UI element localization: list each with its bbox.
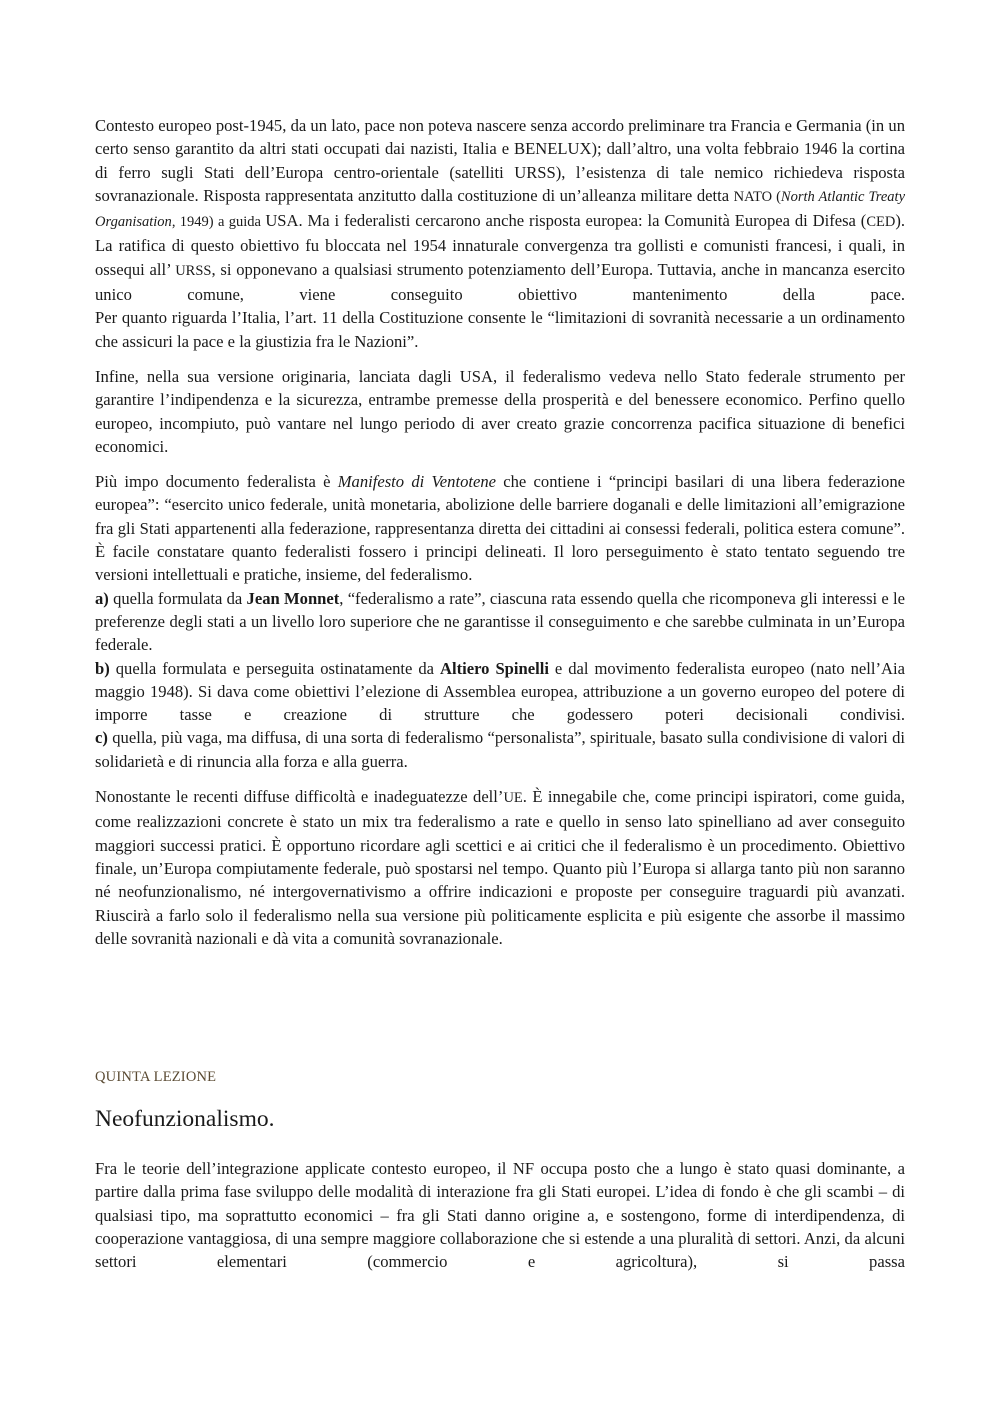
document-body-continued — [95, 1157, 905, 1273]
list-item-personalist: c) quella, più vaga, ma diffusa, di una sorta di federalismo “personalista”, spirituale, basato sulla condivisione di valori di solidarietà e di rinuncia alla forza e alla guerra. — [95, 728, 905, 771]
paragraph-federalism-origin: Infine, nella sua versione originaria, lanciata dagli USA, il federalismo vedeva nello Stato federale strumento per garantire l’indipendenza e la sicurezza, entrambe premesse della prosperità e del benessere economico. Perfino quello europeo, incompiuto, può vantare nel lungo periodo di aver creato grazie concorrenza pacifica situazione di benefici economici. — [95, 366, 905, 456]
lesson-title: Neofunzionalismo. — [95, 1106, 275, 1132]
document-body — [95, 114, 905, 962]
list-item-spinelli: b) quella formulata e perseguita ostinatamente da Altiero Spinelli e dal movimento federalista europeo (nato nell’Aia maggio 1948). Si dava come obiettivi l’elezione di Assemblea europea, attribuzione a un governo europeo del potere di imporre tasse e creazione di strutture che godessero poteri decisionali condivisi. — [95, 658, 905, 725]
paragraph-ventotene: Più impo documento federalista è Manifesto di Ventotene che contiene i “principi basilari di una libera federazione europea”: “esercito unico federale, unità monetaria, abolizione delle barriere doganali e delle limitazioni all’emigrazione fra gli Stati appartenenti alla federazione, rappresentanza diretta dei cittadini ai consessi federali, politica estera comune”. È facile constatare quanto federalisti fossero i principi delineati. Il loro perseguimento è stato tentato seguendo tre versioni intellettuali e pratiche, insieme, del federalismo. — [95, 472, 905, 585]
paragraph-postwar-context: Contesto europeo post-1945, da un lato, pace non poteva nascere senza accordo preliminare tra Francia e Germania (in un certo senso garantito da altri stati occupati dai nazisti, Italia e BENELUX); dall’altro, una volta febbraio 1946 la cortina di ferro sugli Stati dell’Europa centro-orientale (satelliti URSS), l’esistenza di tale nemico richiedeva risposta sovranazionale. Risposta rappresentata anzitutto dalla costituzione di un’alleanza militare detta NATO (North Atlantic Treaty Organisation, 1949) a guida USA. Ma i federalisti cercarono anche risposta europea: la Comunità Europea di Difesa (CED). La ratifica di questo obiettivo fu bloccata nel 1954 innaturale convergenza tra gollisti e comunisti francesi, i quali, in ossequi all’ URSS, si opponevano a qualsiasi strumento potenziamento dell’Europa. Tuttavia, anche in mancanza esercito unico comune, viene conseguito obiettivo mantenimento della pace. — [95, 116, 906, 305]
list-item-monnet: a) quella formulata da Jean Monnet, “federalismo a rate”, ciascuna rata essendo quella che ricomponeva gli interessi e le preferenze degli stati a un livello loro superiore che ne garantisse il conseguimento e che sarebbe culminata in un’Europa federale. — [95, 588, 905, 655]
section-label: QUINTA LEZIONE — [95, 1069, 217, 1085]
paragraph-eu-conclusion: Nonostante le recenti diffuse difficoltà e inadeguatezze dell’UE. È innegabile che, come principi ispiratori, come guida, come realizzazioni concrete è stato un mix tra federalismo a rate e quello in senso lato spinelliano ad aver conseguito maggiori successi pratici. È opportuno ricordare agli scettici e ai critici che il federalismo è un procedimento. Obiettivo finale, un’Europa compiutamente federale, può spostarsi nel tempo. Quanto più l’Europa si allarga tanto più non saranno né neofunzionalismo, né intergovernativismo a offrire indicazioni e proposte per conseguire traguardi più avanzati. Riuscirà a farlo solo il federalismo nella sua versione più politicamente esplicita e più esigente che assorbe il massimo delle sovranità nazionali e dà vita a comunità sovranazionale. — [95, 787, 905, 948]
paragraph-neofunctionalism: Fra le teorie dell’integrazione applicate contesto europeo, il NF occupa posto che a lungo è stato quasi dominante, a partire dalla prima fase sviluppo delle modalità di interazione fra gli Stati europei. L’idea di fondo è che gli scambi – di qualsiasi tipo, ma soprattutto economici – fra gli Stati danno origine a, e sostengono, forme di interdipendenza, di cooperazione vantaggiosa, di una sempre maggiore collaborazione che si estende a una pluralità di settori. Anzi, da alcuni settori elementari (commercio e agricoltura), si passa — [95, 1159, 905, 1272]
paragraph-italy-constitution: Per quanto riguarda l’Italia, l’art. 11 della Costituzione consente le “limitazioni di sovranità necessarie a un ordinamento che assicuri la pace e la giustizia fra le Nazioni”. — [95, 308, 905, 351]
